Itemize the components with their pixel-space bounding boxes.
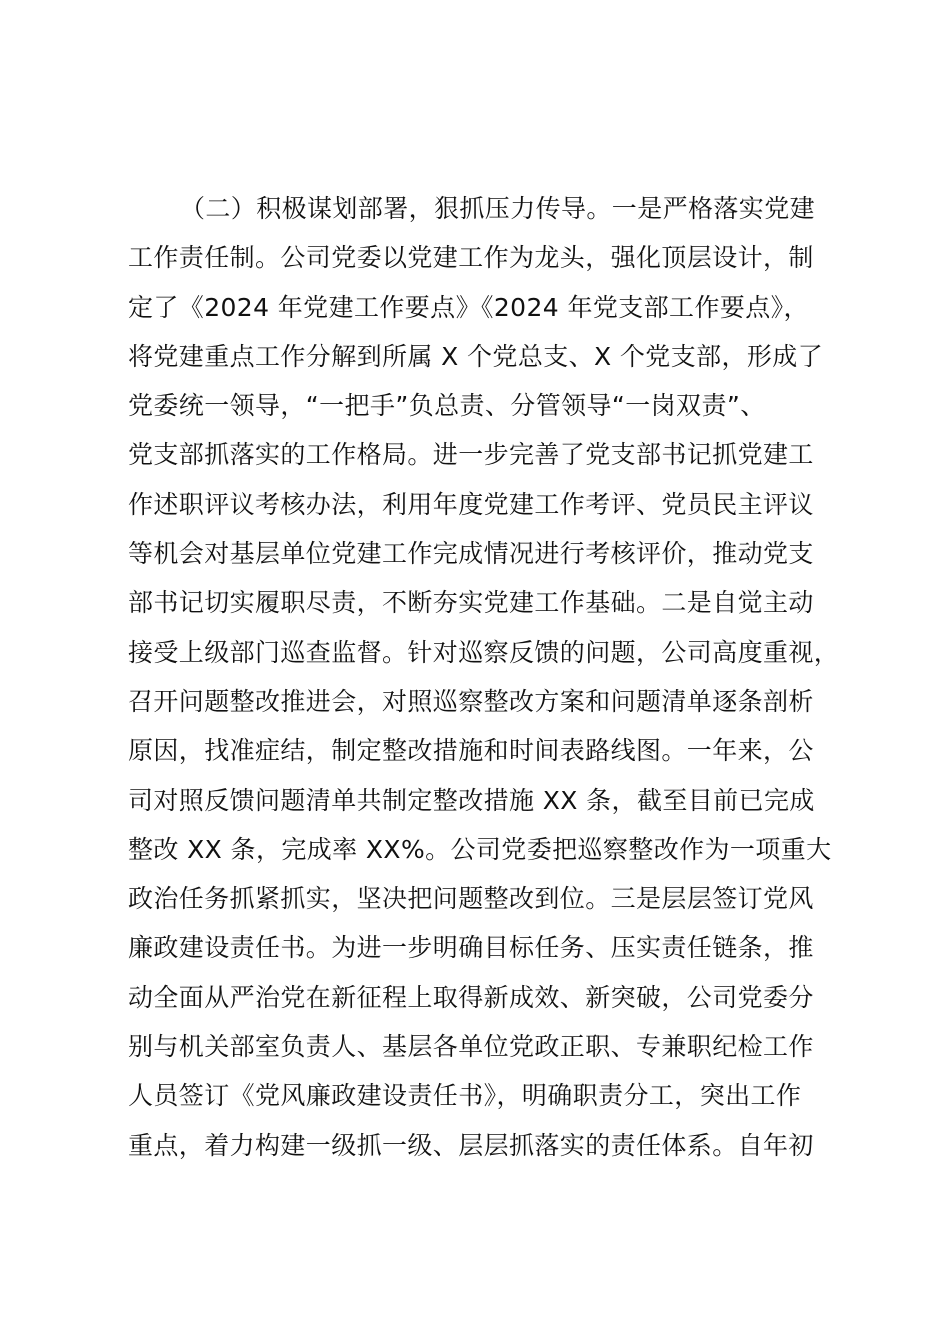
text-line: （二）积极谋划部署，狠抓压力传导。一是严格落实党建: [180, 194, 816, 223]
text-line: 重点，着力构建一级抓一级、层层抓落实的责任体系。自年初: [128, 1130, 814, 1160]
text-line: 定了《2024 年党建工作要点》《2024 年党支部工作要点》，: [128, 292, 809, 322]
text-line: 作述职评议考核办法，利用年度党建工作考评、党员民主评议: [128, 489, 814, 519]
text-line: 接受上级部门巡查监督。针对巡察反馈的问题，公司高度重视，: [128, 637, 840, 667]
text-line: 整改 XX 条，完成率 XX%。公司党委把巡察整改作为一项重大: [128, 834, 832, 864]
text-line: 工作责任制。公司党委以党建工作为龙头，强化顶层设计，制: [128, 243, 814, 273]
text-line: 人员签订《党风廉政建设责任书》，明确职责分工，突出工作: [128, 1081, 802, 1111]
text-line: 原因，找准症结，制定整改措施和时间表路线图。一年来，公: [128, 736, 814, 766]
text-line: 党委统一领导，“一把手”负总责、分管领导“一岗双责”、: [128, 391, 766, 421]
text-line: 动全面从严治党在新征程上取得新成效、新突破，公司党委分: [128, 982, 814, 1012]
text-line: 等机会对基层单位党建工作完成情况进行考核评价，推动党支: [128, 539, 814, 569]
text-line: 将党建重点工作分解到所属 X 个党总支、X 个党支部，形成了: [128, 341, 824, 371]
body-paragraph: [128, 184, 838, 1170]
text-line: 部书记切实履职尽责，不断夯实党建工作基础。二是自觉主动: [128, 588, 814, 618]
text-line: 召开问题整改推进会，对照巡察整改方案和问题清单逐条剖析: [128, 686, 814, 716]
text-line: 司对照反馈问题清单共制定整改措施 XX 条，截至目前已完成: [128, 785, 815, 815]
text-line: 廉政建设责任书。为进一步明确目标任务、压实责任链条，推: [128, 933, 814, 963]
text-line: 党支部抓落实的工作格局。进一步完善了党支部书记抓党建工: [128, 440, 814, 470]
text-line: 政治任务抓紧抓实，坚决把问题整改到位。三是层层签订党风: [128, 884, 814, 914]
text-line: 别与机关部室负责人、基层各单位党政正职、专兼职纪检工作: [128, 1032, 814, 1062]
